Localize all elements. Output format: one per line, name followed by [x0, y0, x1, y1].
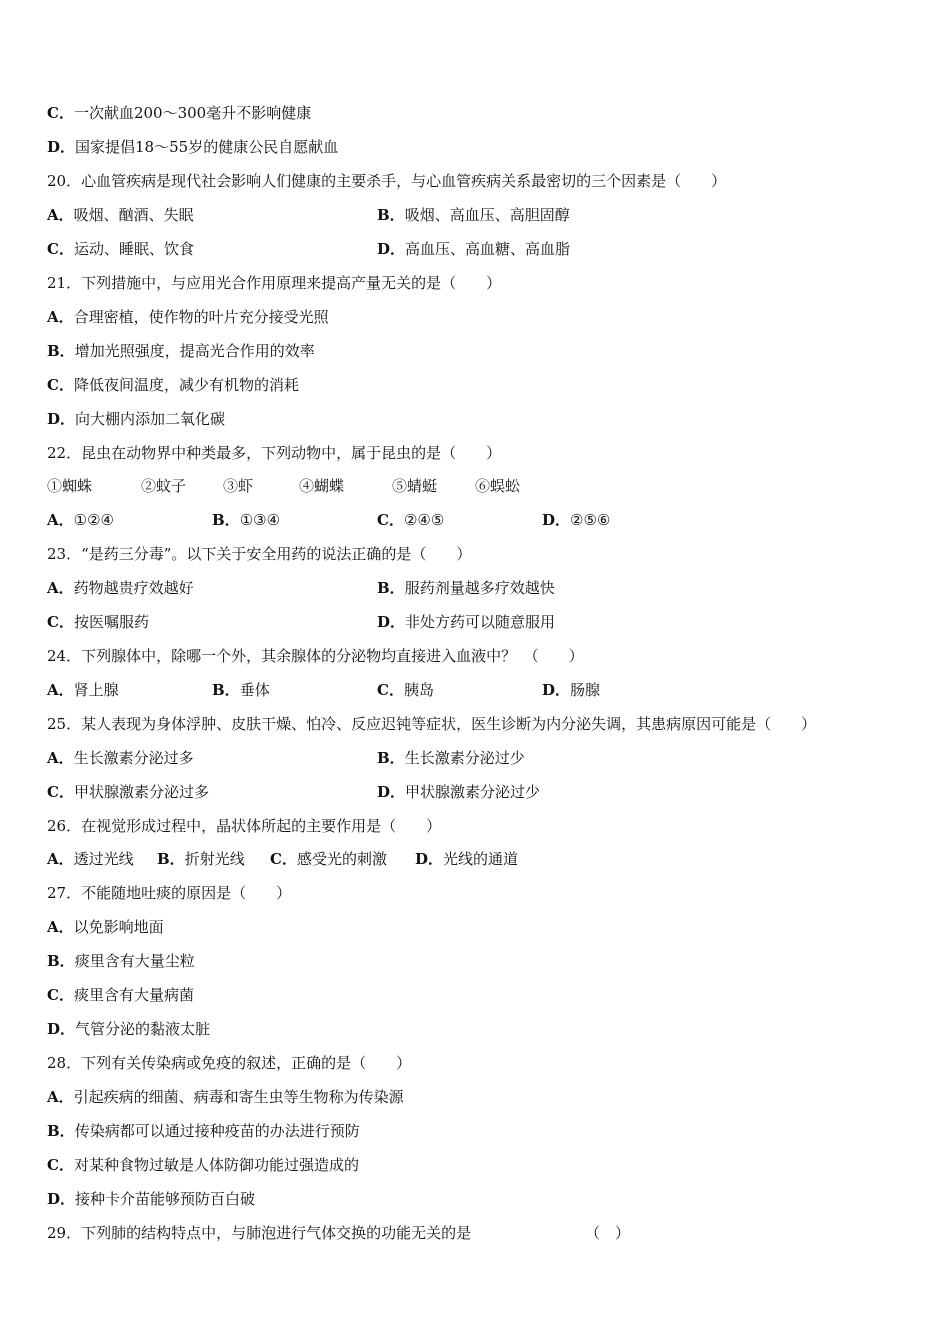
- q21-stem: 21．下列措施中，与应用光合作用原理来提高产量无关的是（ ）: [47, 274, 502, 292]
- q22-items-row: [47, 474, 907, 498]
- q25-stem: 25．某人表现为身体浮肿、皮肤干燥、怕冷、反应迟钝等症状，医生诊断为内分泌失调，其患病原因可能是（ ）: [47, 715, 817, 733]
- q27-option-d: [47, 1017, 210, 1041]
- option-label: D．: [47, 138, 76, 156]
- q22-item: ⑤蜻蜓: [392, 477, 438, 495]
- option-text: 向大棚内添加二氧化碳: [75, 410, 226, 428]
- option-text: 透过光线: [73, 850, 134, 868]
- option-text: 非处方药可以随意服用: [405, 613, 556, 631]
- q26-option-a: [47, 847, 134, 871]
- q24-options-row: [47, 678, 907, 702]
- q22-item: ②蚊子: [141, 477, 187, 495]
- option-label: D．: [377, 240, 406, 258]
- option-label: B．: [47, 1122, 75, 1140]
- q29-stem-row: [47, 1221, 907, 1245]
- q28-option-a: [47, 1085, 404, 1109]
- q26-option-b: [157, 847, 245, 871]
- option-label: B．: [47, 342, 75, 360]
- option-text: 对某种食物过敏是人体防御功能过强造成的: [73, 1156, 359, 1174]
- q21-option-c: [47, 373, 299, 397]
- option-label: D．: [47, 1020, 76, 1038]
- option-text: 服药剂量越多疗效越快: [404, 579, 555, 597]
- option-text: 高血压、高血糖、高血脂: [405, 240, 571, 258]
- option-label: C．: [377, 511, 404, 529]
- option-text: 接种卡介苗能够预防百白破: [75, 1190, 256, 1208]
- option-text: 肾上腺: [73, 681, 119, 699]
- q27-stem: 27．不能随地吐痰的原因是（ ）: [47, 884, 292, 902]
- q25-option-b: [377, 746, 525, 770]
- option-label: D．: [377, 783, 406, 801]
- option-label: A．: [47, 579, 74, 597]
- option-text: 吸烟、高血压、高胆固醇: [404, 206, 570, 224]
- option-label: A．: [47, 749, 74, 767]
- q20-stem: 20．心血管疾病是现代社会影响人们健康的主要杀手，与心血管疾病关系最密切的三个因素是（ ）: [47, 172, 727, 190]
- option-label: C．: [377, 681, 404, 699]
- q26-option-d: [415, 847, 518, 871]
- option-text: 国家提倡18～55岁的健康公民自愿献血: [75, 138, 339, 156]
- q22-option-a: [47, 508, 114, 532]
- q28-option-b: [47, 1119, 360, 1143]
- q19-option-c: [47, 101, 311, 125]
- q28-option-d: [47, 1187, 255, 1211]
- option-label: D．: [47, 1190, 76, 1208]
- option-text: ①②④: [73, 511, 114, 529]
- option-text: 生长激素分泌过多: [73, 749, 194, 767]
- option-label: C．: [47, 1156, 74, 1174]
- q22-stem: 22．昆虫在动物界中种类最多，下列动物中，属于昆虫的是（ ）: [47, 444, 502, 462]
- q20-option-b: [377, 203, 570, 227]
- option-text: ②⑤⑥: [570, 511, 611, 529]
- q25-option-a: [47, 746, 194, 770]
- q20-option-a: [47, 203, 194, 227]
- q22-option-c: [377, 508, 444, 532]
- q23-option-c: [47, 610, 149, 634]
- q24-stem: 24．下列腺体中，除哪一个外，其余腺体的分泌物均直接进入血液中？ （ ）: [47, 647, 584, 665]
- q22-option-b: [212, 508, 280, 532]
- q23-options-row-1: [47, 576, 907, 600]
- option-label: A．: [47, 308, 74, 326]
- option-text: 一次献血200～300毫升不影响健康: [73, 104, 312, 122]
- option-label: D．: [377, 613, 406, 631]
- q23-option-a: [47, 576, 194, 600]
- q26-stem: 26．在视觉形成过程中，晶状体所起的主要作用是（ ）: [47, 817, 442, 835]
- option-label: B．: [212, 511, 240, 529]
- q20-option-d: [377, 237, 570, 261]
- q21-option-b: [47, 339, 315, 363]
- option-label: B．: [377, 749, 405, 767]
- option-text: 光线的通道: [443, 850, 519, 868]
- option-text: 垂体: [239, 681, 270, 699]
- q24-option-b: [212, 678, 270, 702]
- option-label: C．: [47, 104, 74, 122]
- q23-option-d: [377, 610, 555, 634]
- option-label: C．: [47, 986, 74, 1004]
- option-text: 以免影响地面: [73, 918, 164, 936]
- option-text: 生长激素分泌过少: [404, 749, 525, 767]
- option-label: A．: [47, 681, 74, 699]
- option-label: B．: [157, 850, 185, 868]
- option-text: 甲状腺激素分泌过少: [405, 783, 541, 801]
- option-text: 痰里含有大量病菌: [73, 986, 194, 1004]
- option-label: C．: [47, 376, 74, 394]
- option-text: 降低夜间温度，减少有机物的消耗: [73, 376, 299, 394]
- option-text: ②④⑤: [403, 511, 445, 529]
- q20-options-row-2: [47, 237, 907, 261]
- option-text: 痰里含有大量尘粒: [74, 952, 195, 970]
- option-text: 气管分泌的黏液太脏: [75, 1020, 211, 1038]
- q22-item: ④蝴蝶: [299, 477, 345, 495]
- q22-item: ①蜘蛛: [47, 477, 93, 495]
- q27-option-c: [47, 983, 194, 1007]
- option-text: 甲状腺激素分泌过多: [73, 783, 209, 801]
- q29-stem: 29．下列肺的结构特点中，与肺泡进行气体交换的功能无关的是: [47, 1224, 472, 1242]
- q23-option-b: [377, 576, 555, 600]
- q23-options-row-2: [47, 610, 907, 634]
- option-label: D．: [542, 681, 571, 699]
- option-label: A．: [47, 1088, 74, 1106]
- q20-options-row-1: [47, 203, 907, 227]
- option-text: 肠腺: [570, 681, 601, 699]
- q22-options-row: [47, 508, 907, 532]
- option-label: A．: [47, 850, 74, 868]
- q27-option-a: [47, 915, 164, 939]
- q19-option-d: [47, 135, 338, 159]
- q20-option-c: [47, 237, 194, 261]
- option-text: 合理密植，使作物的叶片充分接受光照: [73, 308, 329, 326]
- q24-option-d: [542, 678, 600, 702]
- q25-option-c: [47, 780, 209, 804]
- option-text: 吸烟、酗酒、失眠: [73, 206, 194, 224]
- option-text: 增加光照强度，提高光合作用的效率: [74, 342, 315, 360]
- q25-option-d: [377, 780, 540, 804]
- option-label: B．: [377, 206, 405, 224]
- option-text: 运动、睡眠、饮食: [73, 240, 194, 258]
- q26-options-row: [47, 847, 907, 871]
- option-text: 传染病都可以通过接种疫苗的办法进行预防: [74, 1122, 360, 1140]
- option-label: D．: [542, 511, 571, 529]
- option-text: ①③④: [239, 511, 281, 529]
- q27-option-b: [47, 949, 195, 973]
- q21-option-a: [47, 305, 329, 329]
- option-label: A．: [47, 918, 74, 936]
- option-label: C．: [270, 850, 297, 868]
- option-label: B．: [47, 952, 75, 970]
- q24-option-c: [377, 678, 434, 702]
- option-label: A．: [47, 206, 74, 224]
- option-text: 按医嘱服药: [73, 613, 149, 631]
- q22-option-d: [542, 508, 610, 532]
- option-text: 胰岛: [403, 681, 434, 699]
- option-label: C．: [47, 613, 74, 631]
- option-text: 引起疾病的细菌、病毒和寄生虫等生物称为传染源: [73, 1088, 404, 1106]
- q21-option-d: [47, 407, 225, 431]
- option-label: B．: [377, 579, 405, 597]
- option-label: D．: [47, 410, 76, 428]
- q29-answer-blank: （ ）: [585, 1224, 631, 1242]
- q22-item: ③虾: [223, 477, 254, 495]
- option-label: D．: [415, 850, 444, 868]
- option-label: A．: [47, 511, 74, 529]
- q23-stem: 23．“是药三分毒”。以下关于安全用药的说法正确的是（ ）: [47, 545, 472, 563]
- q28-stem: 28．下列有关传染病或免疫的叙述，正确的是（ ）: [47, 1054, 412, 1072]
- option-text: 药物越贵疗效越好: [73, 579, 194, 597]
- q28-option-c: [47, 1153, 359, 1177]
- option-label: C．: [47, 783, 74, 801]
- q25-options-row-2: [47, 780, 907, 804]
- option-label: B．: [212, 681, 240, 699]
- q24-option-a: [47, 678, 119, 702]
- option-label: C．: [47, 240, 74, 258]
- q22-item: ⑥蜈蚣: [475, 477, 521, 495]
- option-text: 感受光的刺激: [296, 850, 387, 868]
- q26-option-c: [270, 847, 387, 871]
- option-text: 折射光线: [184, 850, 245, 868]
- q25-options-row-1: [47, 746, 907, 770]
